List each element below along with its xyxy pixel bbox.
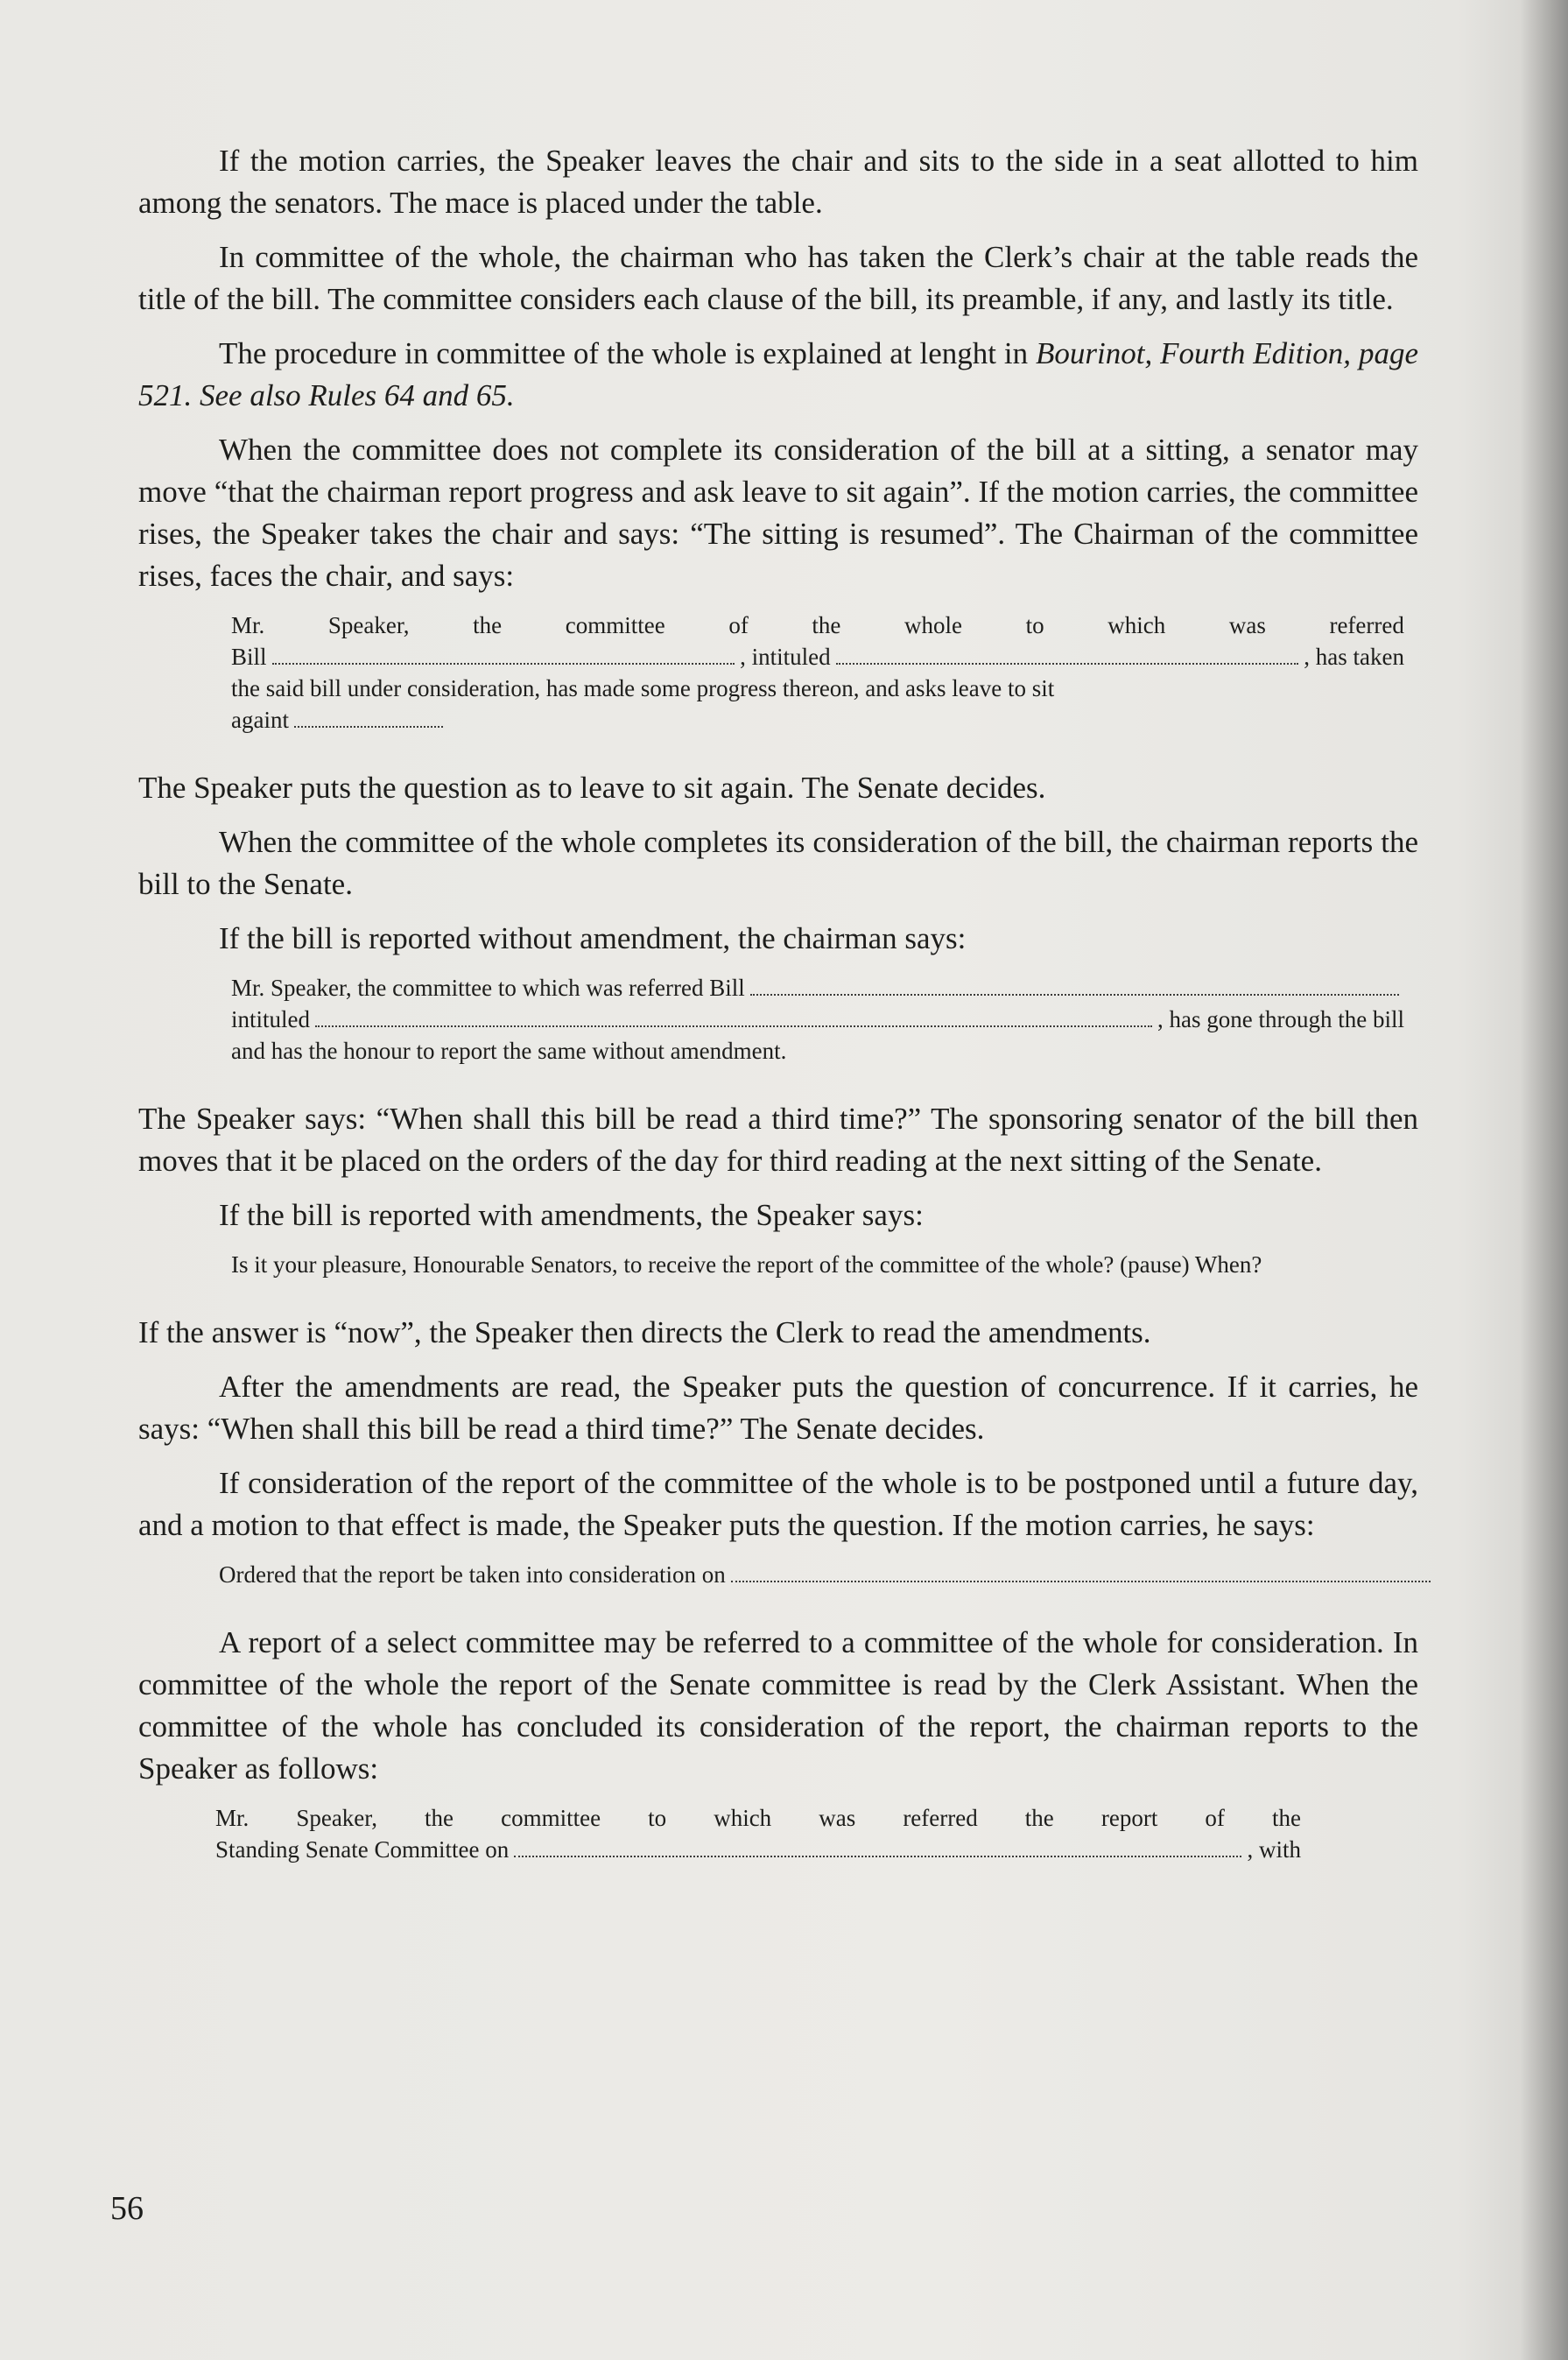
quote-word: which — [1107, 612, 1166, 638]
quote-postponed-order — [219, 1559, 1436, 1590]
quote-word: which — [714, 1805, 772, 1831]
quote-without-amendment — [231, 972, 1404, 1067]
quote-4-line-1 — [219, 1559, 1436, 1590]
quote-3-text: Is it your pleasure, Honourable Senators, to receive the report of the committee of the whole? (pause) When? — [231, 1251, 1262, 1278]
quote-1-line-3: the said bill under consideration, has made some progress thereon, and asks leave to sit — [231, 675, 1055, 701]
paragraph-9: If the bill is reported with amendments, the Speaker says: — [219, 1198, 924, 1232]
quote-word: committee — [501, 1805, 601, 1831]
quote-word: the — [473, 612, 503, 638]
quote-text: , with — [1247, 1836, 1301, 1863]
quote-word: to — [1025, 612, 1044, 638]
paragraph-1: If the motion carries, the Speaker leaves the chair and sits to the side in a seat allotted to him among the senators. The mace is placed under the table. — [138, 144, 1418, 220]
quote-report-progress — [231, 609, 1404, 736]
paragraph-13: A report of a select committee may be referred to a committee of the whole for consideration. In committee of the whole the report of the Senate committee is read by the Clerk Assistant. When the committee of the whole has concluded its consideration of the report, the chairman reports to the Speaker as follows: — [138, 1625, 1418, 1786]
quote-word: to — [648, 1805, 667, 1831]
quote-word: Mr. — [231, 612, 265, 638]
quote-select-committee-report — [215, 1802, 1301, 1865]
quote-word: Speaker, — [327, 612, 410, 638]
page-content — [138, 140, 1418, 1897]
quote-word: was — [1228, 612, 1266, 638]
quote-word: whole — [904, 612, 963, 638]
quote-word: of — [728, 612, 749, 638]
fill-in-blank — [731, 1581, 1431, 1582]
fill-in-blank — [272, 663, 735, 665]
paragraph-3-text: The procedure in committee of the whole is explained at lenght in — [219, 336, 1037, 370]
quote-2-line-1 — [231, 972, 1404, 1004]
quote-2-line-2 — [231, 1004, 1404, 1035]
paragraph-5: The Speaker puts the question as to leave to sit again. The Senate decides. — [138, 771, 1046, 805]
quote-word: referred — [903, 1805, 978, 1831]
paragraph-3-citation: Bourinot, Fourth Edition, page 521. See also Rules 64 and 65. — [138, 336, 1419, 412]
fill-in-blank — [514, 1856, 1241, 1857]
quote-text: Ordered that the report be taken into consideration on — [219, 1561, 726, 1588]
quote-word: the — [812, 612, 841, 638]
quote-text: , has taken — [1304, 644, 1405, 670]
fill-in-blank — [836, 663, 1299, 665]
quote-word: Mr. — [215, 1805, 250, 1831]
paragraph-7: If the bill is reported without amendment, the chairman says: — [219, 921, 967, 955]
book-gutter-shadow — [1520, 0, 1568, 2360]
fill-in-blank — [315, 1025, 1152, 1027]
quote-text: , has gone through the bill — [1157, 1006, 1404, 1032]
paragraph-10: If the answer is “now”, the Speaker then directs the Clerk to read the amendments. — [138, 1315, 1151, 1349]
quote-word: the — [425, 1805, 454, 1831]
quote-text: intituled — [231, 1006, 310, 1032]
quote-text: , intituled — [740, 644, 831, 670]
quote-word: the — [1024, 1805, 1054, 1831]
quote-text: Bill — [231, 644, 267, 670]
quote-word: was — [819, 1805, 856, 1831]
paragraph-4: When the committee does not complete its consideration of the bill at a sitting, a senator may move “that the chairman report progress and ask leave to sit again”. If the motion carries, the committee rises, the Speaker takes the chair and says: “The sitting is resumed”. The Chairman of the committee rises, faces the chair, and says: — [138, 433, 1418, 593]
quote-text: Standing Senate Committee on — [215, 1836, 510, 1863]
quote-word: committee — [565, 612, 665, 638]
quote-2-line-3: and has the honour to report the same without amendment. — [231, 1038, 787, 1064]
page-number: 56 — [110, 2190, 144, 2227]
quote-text: againt — [231, 707, 289, 733]
quote-text: Mr. Speaker, the committee to which was referred Bill — [231, 975, 745, 1001]
quote-with-amendments — [231, 1249, 1404, 1280]
paragraph-11: After the amendments are read, the Speaker puts the question of concurrence. If it carries, he says: “When shall this bill be read a third time?” The Senate decides. — [138, 1370, 1418, 1446]
quote-1-line-4 — [231, 704, 1404, 736]
quote-5-line-1 — [215, 1802, 1301, 1834]
paragraph-12: If consideration of the report of the committee of the whole is to be postponed until a future day, and a motion to that effect is made, the Speaker puts the question. If the motion carries, he says: — [138, 1466, 1418, 1542]
quote-5-line-2 — [215, 1834, 1301, 1865]
paragraph-8: The Speaker says: “When shall this bill be read a third time?” The sponsoring senator of the bill then moves that it be placed on the orders of the day for third reading at the next sitting of the Senate. — [138, 1102, 1418, 1178]
fill-in-blank — [294, 726, 443, 728]
quote-word: referred — [1329, 612, 1404, 638]
quote-word: Speaker, — [296, 1805, 377, 1831]
paragraph-6: When the committee of the whole completes its consideration of the bill, the chairman reports the bill to the Senate. — [138, 825, 1418, 901]
paragraph-3 — [138, 333, 1418, 417]
quote-1-line-2 — [231, 641, 1404, 673]
quote-word: of — [1205, 1805, 1225, 1831]
paragraph-2: In committee of the whole, the chairman who has taken the Clerk’s chair at the table reads the title of the bill. The committee considers each clause of the bill, its preamble, if any, and lastly its title. — [138, 240, 1418, 316]
quote-1-line-1 — [231, 609, 1404, 641]
quote-word: the — [1271, 1805, 1301, 1831]
fill-in-blank — [750, 994, 1399, 996]
quote-word: report — [1100, 1805, 1158, 1831]
